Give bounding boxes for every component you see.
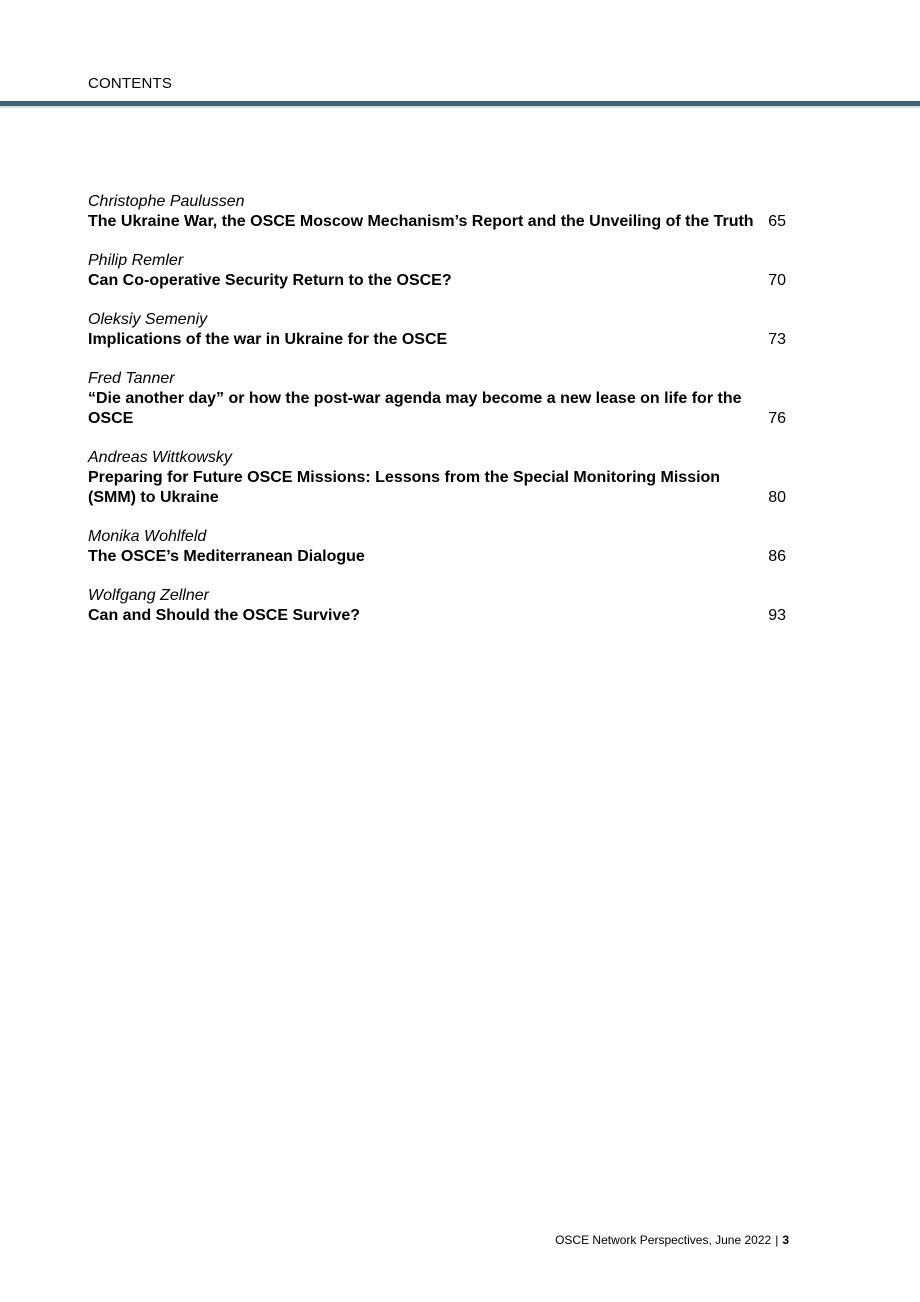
entry-page-number: 93 (768, 607, 786, 624)
entry-author: Wolfgang Zellner (88, 587, 209, 604)
footer-page-number: 3 (782, 1233, 789, 1247)
section-heading: CONTENTS (88, 75, 173, 92)
entry-author: Andreas Wittkowsky (88, 449, 232, 466)
entry-page-number: 76 (768, 410, 786, 427)
toc-entry[interactable] (88, 251, 788, 291)
toc-entry[interactable] (88, 586, 788, 626)
entry-page-number: 80 (768, 489, 786, 506)
entry-author: Christophe Paulussen (88, 193, 245, 210)
toc-entry[interactable] (88, 192, 788, 232)
header-divider-shadow (0, 106, 920, 109)
entry-author: Oleksiy Semeniy (88, 311, 208, 328)
entry-title: Can and Should the OSCE Survive? (88, 607, 361, 624)
entry-title: The Ukraine War, the OSCE Moscow Mechanism’s Report and the Unveiling of the Truth (88, 213, 754, 230)
table-of-contents (88, 192, 788, 645)
toc-entry[interactable] (88, 369, 788, 429)
entry-author: Monika Wohlfeld (88, 528, 207, 545)
footer-publication: OSCE Network Perspectives, June 2022 (555, 1233, 772, 1247)
entry-page-number: 86 (768, 548, 786, 565)
entry-title: Can Co-operative Security Return to the OSCE? (88, 272, 452, 289)
entry-page-number: 70 (768, 272, 786, 289)
page-footer (555, 1233, 789, 1247)
entry-page-number: 65 (768, 213, 786, 230)
entry-author: Philip Remler (88, 252, 184, 269)
toc-entry[interactable] (88, 527, 788, 567)
entry-title: Implications of the war in Ukraine for the OSCE (88, 331, 448, 348)
footer-separator: | (775, 1233, 779, 1247)
toc-entry[interactable] (88, 448, 788, 508)
entry-page-number: 73 (768, 331, 786, 348)
entry-title: The OSCE’s Mediterranean Dialogue (88, 548, 365, 565)
toc-entry[interactable] (88, 310, 788, 350)
entry-author: Fred Tanner (88, 370, 175, 387)
entry-title: Preparing for Future OSCE Missions: Lessons from the Special Monitoring Mission (SMM) to Ukraine (88, 469, 721, 506)
entry-title: “Die another day” or how the post-war agenda may become a new lease on life for the OSCE (88, 390, 742, 427)
